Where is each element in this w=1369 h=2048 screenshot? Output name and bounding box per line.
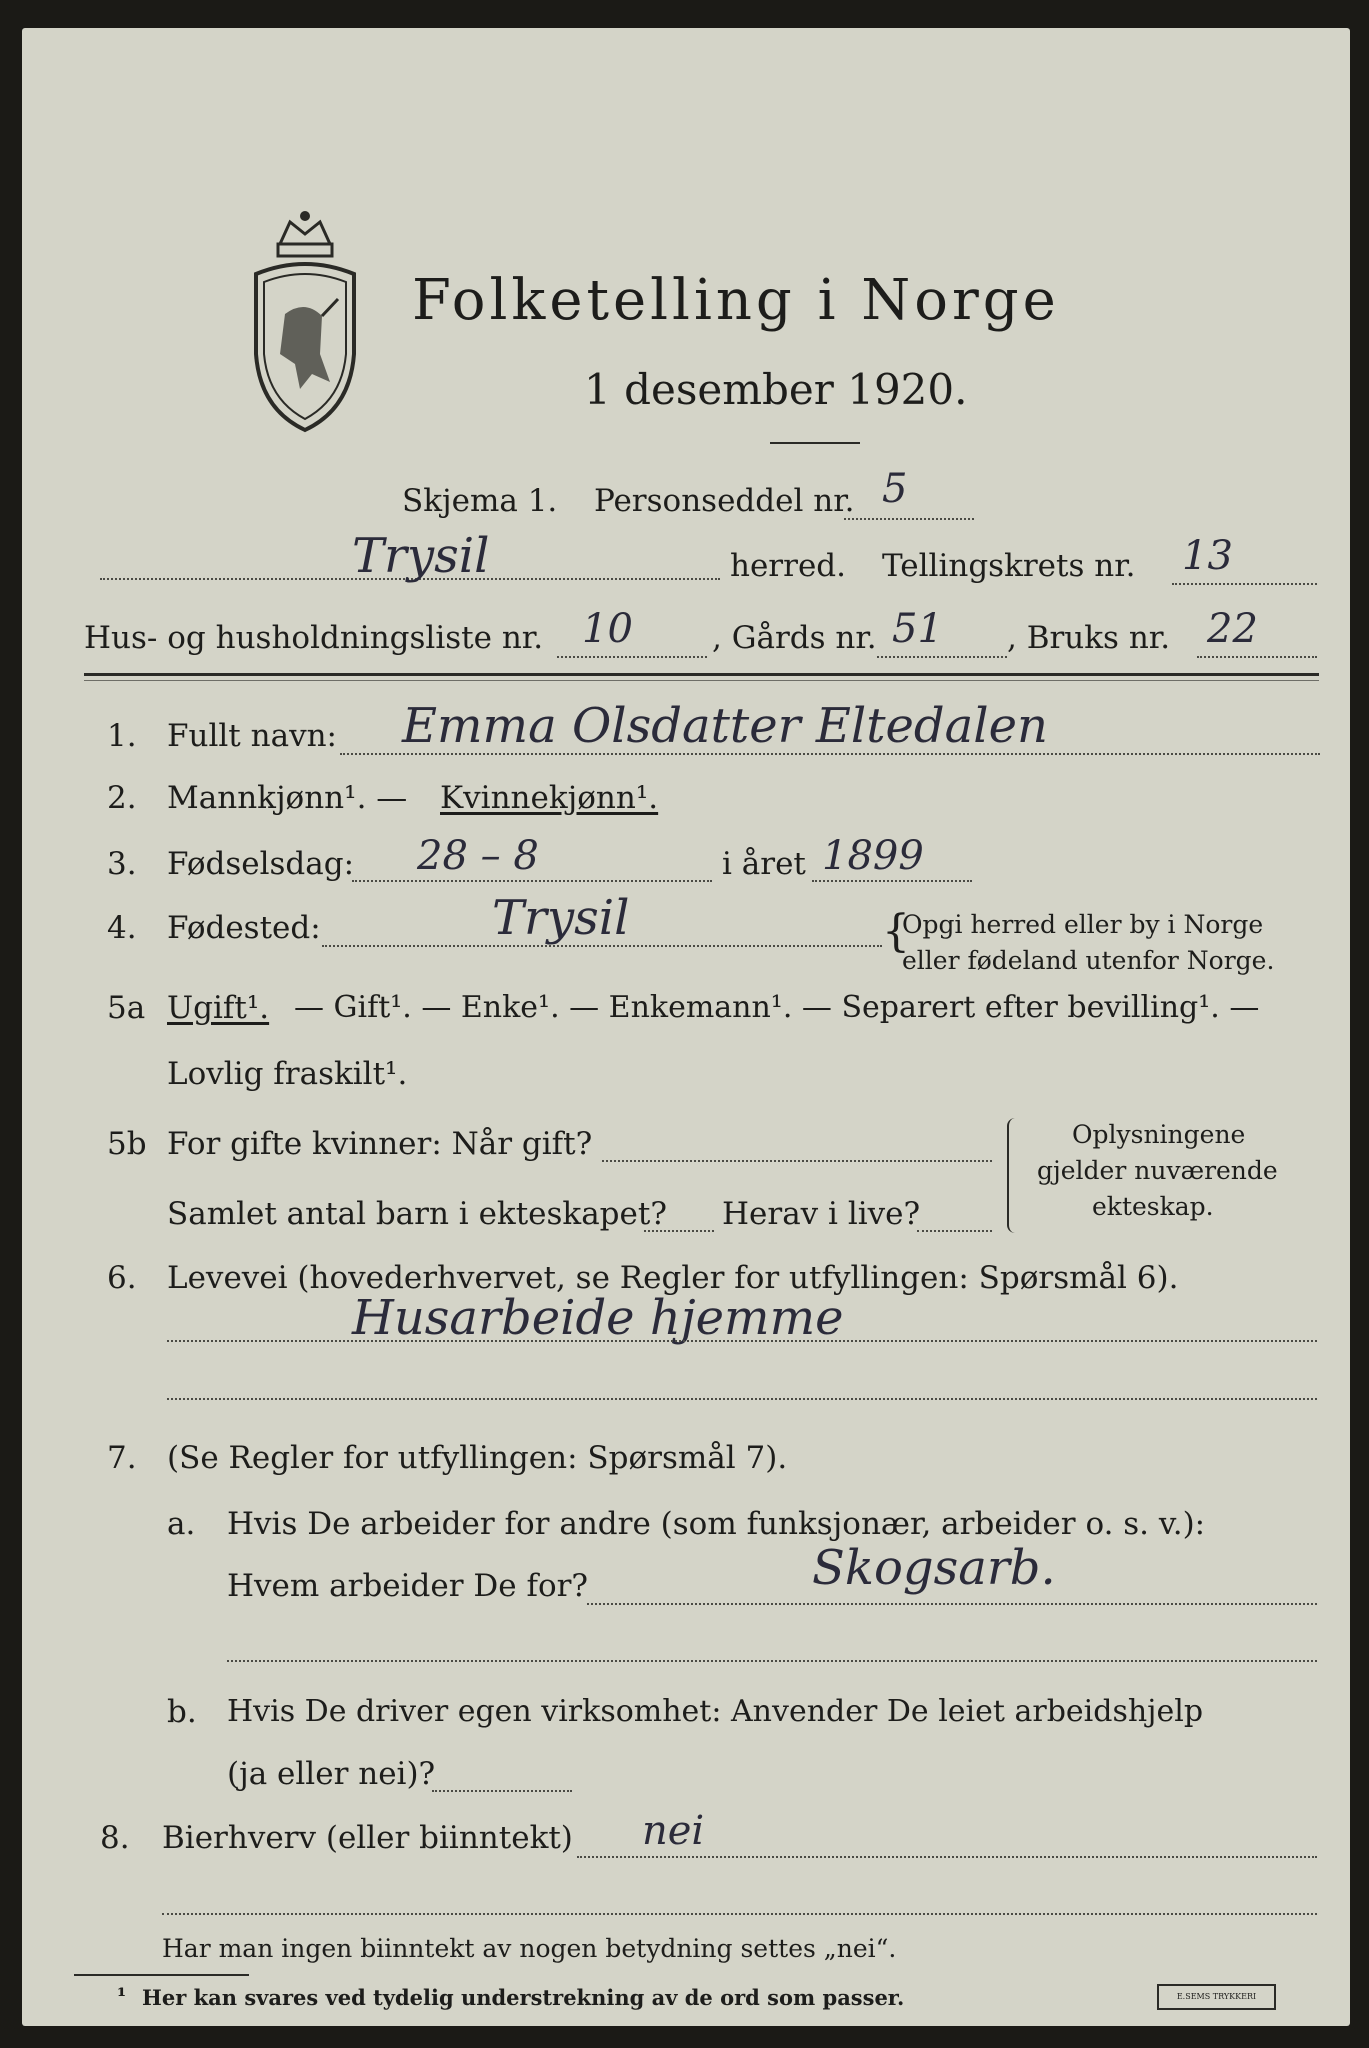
header-rule <box>84 673 1319 676</box>
norwegian-coat-of-arms-icon <box>250 204 360 434</box>
q7-number: 7. <box>107 1440 137 1476</box>
q4-number: 4. <box>107 910 137 946</box>
header-rule-thin <box>84 680 1319 681</box>
q5b-number: 5b <box>107 1126 147 1162</box>
q1-full-name-value: Emma Olsdatter Eltedalen <box>402 698 1048 754</box>
herred-value: Trysil <box>352 528 490 584</box>
tellingskrets-label: Tellingskrets nr. <box>882 548 1136 584</box>
q6-occupation-value: Husarbeide hjemme <box>352 1290 844 1346</box>
q3-label: Fødselsdag: <box>167 846 355 882</box>
q7b-letter: b. <box>167 1694 197 1730</box>
bruks-label: , Bruks nr. <box>1007 620 1171 656</box>
husholdning-line <box>557 656 707 658</box>
q7a-line-extra <box>227 1660 1317 1662</box>
q7a-employer-line <box>587 1603 1317 1605</box>
q4-label: Fødested: <box>167 910 321 946</box>
footnote-rule <box>74 1974 249 1976</box>
q5b-children-line <box>644 1230 714 1232</box>
q5b-children-label: Samlet antal barn i ekteskapet? <box>167 1196 667 1232</box>
personseddel-line <box>844 518 974 520</box>
q5a-number: 5a <box>107 990 146 1026</box>
q3-year-label: i året <box>722 846 806 882</box>
q5b-married-line <box>602 1160 992 1162</box>
q8-number: 8. <box>100 1820 130 1856</box>
q2-male-label: Mannkjønn¹. — <box>167 780 408 816</box>
footnote-text: Her kan svares ved tydelig understrekning av de ord som passer. <box>142 1985 905 2010</box>
husholdning-value: 10 <box>582 606 633 652</box>
q5b-line1: For gifte kvinner: Når gift? <box>167 1126 593 1162</box>
q7a-line2: Hvem arbeider De for? <box>227 1568 589 1604</box>
q8-line-extra <box>162 1913 1317 1915</box>
q1-label: Fullt navn: <box>167 718 337 754</box>
q3-birthday-value: 28 – 8 <box>417 833 539 879</box>
bruks-value: 22 <box>1207 606 1258 652</box>
bruks-line <box>1197 656 1317 658</box>
q7b-line2: (ja eller nei)? <box>227 1756 436 1792</box>
personseddel-value: 5 <box>882 466 908 512</box>
q7a-line1: Hvis De arbeider for andre (som funksjonær, arbeider o. s. v.): <box>227 1506 1206 1542</box>
q6-number: 6. <box>107 1260 137 1296</box>
q5b-alive-label: Herav i live? <box>722 1196 921 1232</box>
q5a-options: — Gift¹. — Enke¹. — Enkemann¹. — Separert efter bevilling¹. — <box>294 990 1260 1025</box>
q7a-letter: a. <box>167 1506 196 1542</box>
personseddel-label: Personseddel nr. <box>594 483 855 519</box>
q5b-note-1: Oplysningene <box>1072 1120 1246 1149</box>
q8-line <box>577 1856 1317 1858</box>
gards-line <box>877 656 1007 658</box>
q1-number: 1. <box>107 718 137 754</box>
q2-female-label: Kvinnekjønn¹. <box>440 780 659 816</box>
q7b-line1: Hvis De driver egen virksomhet: Anvender De leiet arbeidshjelp <box>227 1694 1204 1729</box>
q3-number: 3. <box>107 846 137 882</box>
q4-brace: { <box>882 906 910 957</box>
q3-year-line <box>812 880 972 882</box>
q7b-line <box>432 1790 572 1792</box>
q6-line-1 <box>167 1340 1317 1342</box>
q4-note-2: eller fødeland utenfor Norge. <box>902 946 1275 975</box>
schema-label: Skjema 1. <box>402 483 558 519</box>
footnote-mark: ¹ <box>117 1983 127 2008</box>
q8-secondary-income-value: nei <box>642 1808 705 1854</box>
q5b-alive-line <box>917 1230 992 1232</box>
form-title: Folketelling i Norge <box>412 268 1060 333</box>
q5a-ugift: Ugift¹. <box>167 990 270 1026</box>
q5a-line2: Lovlig fraskilt¹. <box>167 1056 408 1092</box>
tellingskrets-line <box>1172 583 1317 585</box>
gards-label: , Gårds nr. <box>712 620 877 656</box>
q4-birthplace-value: Trysil <box>492 890 630 946</box>
husholdning-label: Hus- og husholdningsliste nr. <box>84 620 544 656</box>
q8-label: Bierhverv (eller biinntekt) <box>162 1820 573 1856</box>
q6-label: Levevei (hovederhvervet, se Regler for utfyllingen: Spørsmål 6). <box>167 1260 1179 1296</box>
q7-label: (Se Regler for utfyllingen: Spørsmål 7). <box>167 1440 788 1476</box>
q4-note-1: Opgi herred eller by i Norge <box>902 910 1264 939</box>
nei-instruction: Har man ingen biinntekt av nogen betydning settes „nei“. <box>162 1934 897 1963</box>
q6-line-2 <box>167 1398 1317 1400</box>
census-form <box>22 28 1350 2026</box>
q3-line <box>352 880 712 882</box>
q5b-bracket <box>1007 1118 1019 1233</box>
form-date: 1 desember 1920. <box>584 365 968 414</box>
printer-stamp <box>1157 1984 1276 2010</box>
tellingskrets-value: 13 <box>1182 533 1233 579</box>
herred-label: herred. <box>730 548 846 584</box>
printer-stamp-text: E.SEMS TRYKKERI <box>1176 1992 1257 2001</box>
q3-year-value: 1899 <box>822 833 924 879</box>
gards-value: 51 <box>892 606 943 652</box>
q5b-note-3: ekteskap. <box>1092 1192 1214 1221</box>
title-divider <box>770 442 860 444</box>
q7a-employer-value: Skogsarb. <box>812 1540 1056 1596</box>
q5b-note-2: gjelder nuværende <box>1037 1156 1278 1185</box>
q2-number: 2. <box>107 780 137 816</box>
